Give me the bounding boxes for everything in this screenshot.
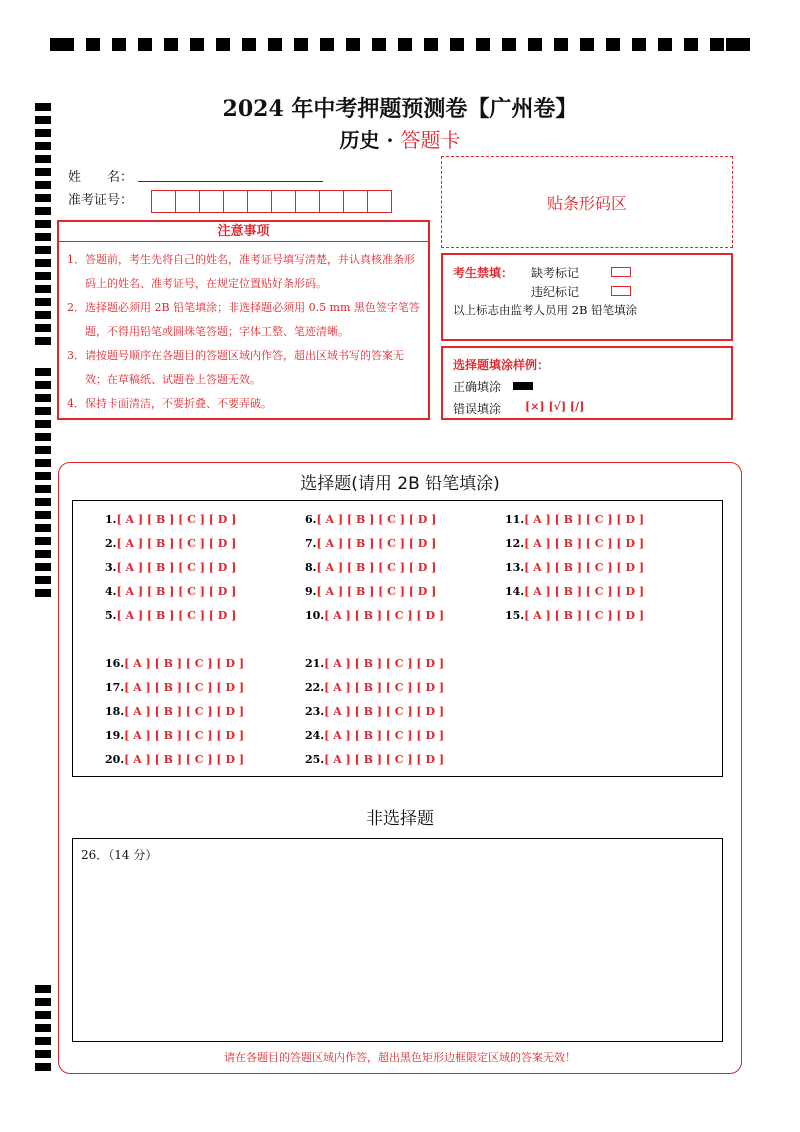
timing-mark	[450, 38, 464, 51]
timing-mark	[190, 38, 204, 51]
answer-options[interactable]: [ A ] [ B ] [ C ] [ D ]	[116, 585, 237, 598]
question-number: 13.	[505, 561, 525, 574]
wrong-fill-label: 错误填涂	[453, 402, 502, 416]
timing-mark	[35, 259, 51, 267]
correct-fill-label: 正确填涂	[453, 380, 502, 394]
timing-mark	[726, 38, 750, 51]
question-number: 5.	[105, 609, 117, 622]
notice-item-1: 1．答题前，考生先将自己的姓名，准考证号填写清楚，并认真核准条形码上的姓名、准考证号，在规定位置贴好条形码。	[67, 253, 415, 290]
question-row[interactable]	[505, 585, 644, 598]
id-digit-box[interactable]	[319, 190, 344, 213]
question-number: 19.	[105, 729, 125, 742]
timing-mark	[372, 38, 386, 51]
timing-mark	[35, 272, 51, 280]
timing-mark	[606, 38, 620, 51]
timing-marks-top	[50, 38, 750, 52]
question-number: 9.	[305, 585, 317, 598]
timing-mark	[554, 38, 568, 51]
question-number: 18.	[105, 705, 125, 718]
choice-answer-box	[72, 500, 723, 777]
answer-options[interactable]: [ A ] [ B ] [ C ] [ D ]	[116, 609, 237, 622]
timing-mark	[35, 1011, 51, 1019]
absent-mark-box[interactable]	[611, 267, 631, 277]
open-section-title: 非选择题	[366, 809, 434, 829]
timing-mark	[658, 38, 672, 51]
timing-mark	[35, 324, 51, 332]
wrong-fill-samples: [×] [√] [/]	[525, 400, 585, 413]
correct-fill-sample	[513, 382, 533, 390]
question-number: 6.	[305, 513, 317, 526]
question-row[interactable]	[105, 753, 244, 766]
question-row[interactable]	[305, 585, 436, 598]
question-row[interactable]	[305, 705, 444, 718]
timing-mark	[35, 168, 51, 176]
question-row[interactable]	[105, 585, 236, 598]
timing-mark	[35, 420, 51, 428]
answer-options[interactable]: [ A ] [ B ] [ C ] [ D ]	[524, 561, 645, 574]
question-number: 12.	[505, 537, 525, 550]
answer-options[interactable]: [ A ] [ B ] [ C ] [ D ]	[124, 753, 245, 766]
timing-mark	[580, 38, 594, 51]
question-number: 11.	[505, 513, 525, 526]
question-number: 20.	[105, 753, 125, 766]
timing-mark	[35, 181, 51, 189]
question-number: 25.	[305, 753, 325, 766]
id-digit-box[interactable]	[151, 190, 176, 213]
timing-mark	[35, 498, 51, 506]
timing-mark	[35, 311, 51, 319]
answer-options[interactable]: [ A ] [ B ] [ C ] [ D ]	[316, 561, 437, 574]
answer-options[interactable]: [ A ] [ B ] [ C ] [ D ]	[324, 609, 445, 622]
question-number: 8.	[305, 561, 317, 574]
id-digit-box[interactable]	[295, 190, 320, 213]
answer-options[interactable]: [ A ] [ B ] [ C ] [ D ]	[124, 681, 245, 694]
timing-mark	[35, 298, 51, 306]
timing-mark	[86, 38, 100, 51]
question-row[interactable]	[505, 537, 644, 550]
answer-options[interactable]: [ A ] [ B ] [ C ] [ D ]	[116, 537, 237, 550]
question-row[interactable]	[305, 537, 436, 550]
timing-mark	[35, 433, 51, 441]
timing-mark	[164, 38, 178, 51]
timing-mark	[35, 407, 51, 415]
timing-mark	[35, 394, 51, 402]
timing-mark	[684, 38, 698, 51]
answer-options[interactable]: [ A ] [ B ] [ C ] [ D ]	[524, 513, 645, 526]
notice-item-4: 4．保持卡面清洁，不要折叠、不要弄破。	[67, 397, 272, 410]
question-number: 2.	[105, 537, 117, 550]
id-digit-box[interactable]	[175, 190, 200, 213]
timing-mark	[35, 537, 51, 545]
timing-mark	[320, 38, 334, 51]
timing-mark	[35, 563, 51, 571]
notice-item-3: 3．请按题号顺序在各题目的答题区域内作答，超出区域书写的答案无效；在草稿纸、试题卷上答题无效。	[67, 349, 404, 386]
timing-mark	[35, 194, 51, 202]
question-number: 16.	[105, 657, 125, 670]
question-number: 14.	[505, 585, 525, 598]
card-name: 答题卡	[400, 128, 461, 152]
subject-label: 历史 ·	[339, 128, 394, 152]
id-digit-box[interactable]	[343, 190, 368, 213]
timing-mark	[35, 220, 51, 228]
answer-options[interactable]: [ A ] [ B ] [ C ] [ D ]	[524, 537, 645, 550]
timing-mark	[35, 1024, 51, 1032]
question-row[interactable]	[105, 561, 236, 574]
question-row[interactable]	[305, 753, 444, 766]
timing-mark	[35, 233, 51, 241]
timing-mark	[35, 459, 51, 467]
question-number: 15.	[505, 609, 525, 622]
answer-options[interactable]: [ A ] [ B ] [ C ] [ D ]	[316, 585, 437, 598]
absent-mark-label: 缺考标记	[531, 266, 580, 280]
timing-mark	[216, 38, 230, 51]
timing-mark	[35, 576, 51, 584]
question-row[interactable]	[305, 609, 444, 622]
question-number: 17.	[105, 681, 125, 694]
name-field[interactable]	[138, 180, 323, 182]
timing-mark	[35, 381, 51, 389]
question-row[interactable]	[105, 609, 236, 622]
question-row[interactable]	[105, 513, 236, 526]
answer-options[interactable]: [ A ] [ B ] [ C ] [ D ]	[324, 753, 445, 766]
question-row[interactable]	[105, 681, 244, 694]
ban-note: 以上标志由监考人员用 2B 铅笔填涂	[453, 303, 638, 317]
timing-marks-left	[0, 0, 60, 1132]
question-row[interactable]	[105, 537, 236, 550]
violation-mark-box[interactable]	[611, 286, 631, 296]
answer-options[interactable]: [ A ] [ B ] [ C ] [ D ]	[316, 537, 437, 550]
question-row[interactable]	[305, 729, 444, 742]
timing-mark	[35, 1037, 51, 1045]
timing-mark	[138, 38, 152, 51]
timing-mark	[112, 38, 126, 51]
timing-mark	[35, 155, 51, 163]
page-title: 2024 年中考押题预测卷【广州卷】	[222, 96, 578, 122]
timing-mark	[424, 38, 438, 51]
timing-mark	[35, 337, 51, 345]
notice-box	[57, 220, 430, 420]
timing-mark	[476, 38, 490, 51]
question-row[interactable]	[505, 561, 644, 574]
answer-options[interactable]: [ A ] [ B ] [ C ] [ D ]	[124, 657, 245, 670]
open-answer-box[interactable]	[72, 838, 723, 1042]
question-number: 7.	[305, 537, 317, 550]
answer-options[interactable]: [ A ] [ B ] [ C ] [ D ]	[116, 561, 237, 574]
violation-mark-label: 违纪标记	[531, 285, 580, 299]
timing-mark	[35, 550, 51, 558]
sample-title: 选择题填涂样例：	[453, 358, 550, 372]
answer-options[interactable]: [ A ] [ B ] [ C ] [ D ]	[324, 705, 445, 718]
question-row[interactable]	[305, 513, 436, 526]
question-row[interactable]	[105, 729, 244, 742]
question-26-label: 26．（14 分）	[81, 848, 158, 862]
name-label: 姓 名：	[68, 170, 134, 185]
question-row[interactable]	[305, 657, 444, 670]
ban-title: 考生禁填：	[453, 266, 514, 280]
choice-section-title: 选择题(请用 2B 铅笔填涂)	[300, 474, 500, 494]
timing-mark	[35, 207, 51, 215]
timing-mark	[35, 524, 51, 532]
question-row[interactable]	[305, 681, 444, 694]
barcode-area: 贴条形码区	[441, 156, 733, 248]
answer-options[interactable]: [ A ] [ B ] [ C ] [ D ]	[524, 609, 645, 622]
timing-mark	[346, 38, 360, 51]
answer-options[interactable]: [ A ] [ B ] [ C ] [ D ]	[316, 513, 437, 526]
answer-options[interactable]: [ A ] [ B ] [ C ] [ D ]	[124, 729, 245, 742]
question-row[interactable]	[105, 657, 244, 670]
question-number: 4.	[105, 585, 117, 598]
timing-mark	[35, 368, 51, 376]
footer-warning: 请在各题目的答题区域内作答，超出黑色矩形边框限定区域的答案无效！	[224, 1051, 576, 1064]
question-row[interactable]	[505, 513, 644, 526]
timing-mark	[35, 985, 51, 993]
timing-mark	[35, 446, 51, 454]
examiner-only-box	[441, 253, 733, 341]
timing-mark	[268, 38, 282, 51]
timing-mark	[632, 38, 646, 51]
question-number: 23.	[305, 705, 325, 718]
answer-options[interactable]: [ A ] [ B ] [ C ] [ D ]	[116, 513, 237, 526]
notice-title: 注意事项	[59, 222, 428, 242]
page-subtitle	[0, 124, 800, 153]
question-number: 24.	[305, 729, 325, 742]
id-digit-box[interactable]	[199, 190, 224, 213]
timing-mark	[35, 246, 51, 254]
question-number: 21.	[305, 657, 325, 670]
id-label: 准考证号：	[68, 193, 134, 208]
id-digit-box[interactable]	[247, 190, 272, 213]
answer-options[interactable]: [ A ] [ B ] [ C ] [ D ]	[124, 705, 245, 718]
timing-mark	[35, 589, 51, 597]
timing-mark	[294, 38, 308, 51]
answer-options[interactable]: [ A ] [ B ] [ C ] [ D ]	[324, 681, 445, 694]
timing-mark	[242, 38, 256, 51]
fill-sample-box	[441, 346, 733, 420]
timing-mark	[398, 38, 412, 51]
question-number: 10.	[305, 609, 325, 622]
timing-mark	[528, 38, 542, 51]
timing-mark	[35, 511, 51, 519]
timing-mark	[502, 38, 516, 51]
question-number: 22.	[305, 681, 325, 694]
answer-options[interactable]: [ A ] [ B ] [ C ] [ D ]	[524, 585, 645, 598]
question-row[interactable]	[305, 561, 436, 574]
question-number: 3.	[105, 561, 117, 574]
question-number: 1.	[105, 513, 117, 526]
timing-mark	[710, 38, 724, 51]
id-number-boxes[interactable]	[152, 190, 392, 213]
timing-mark	[35, 285, 51, 293]
id-digit-box[interactable]	[223, 190, 248, 213]
notice-item-2: 2．选择题必须用 2B 铅笔填涂；非选择题必须用 0.5 mm 黑色签字笔答题，不得用铅笔或圆珠笔答题；字体工整、笔迹清晰。	[67, 301, 420, 338]
id-digit-box[interactable]	[271, 190, 296, 213]
timing-mark	[35, 998, 51, 1006]
id-digit-box[interactable]	[367, 190, 392, 213]
answer-options[interactable]: [ A ] [ B ] [ C ] [ D ]	[324, 657, 445, 670]
question-row[interactable]	[505, 609, 644, 622]
answer-options[interactable]: [ A ] [ B ] [ C ] [ D ]	[324, 729, 445, 742]
question-row[interactable]	[105, 705, 244, 718]
